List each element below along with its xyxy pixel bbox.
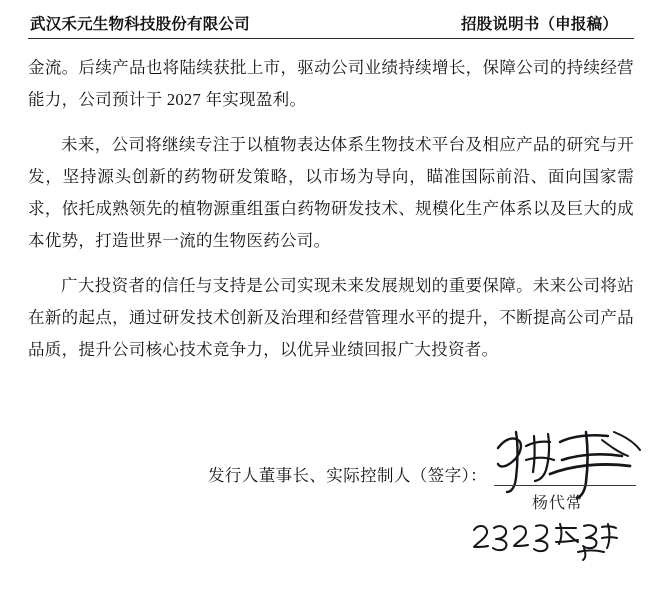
- page-header: [28, 0, 634, 38]
- signature-label: 发行人董事长、实际控制人（签字）：: [208, 466, 488, 485]
- paragraph-future-focus: 未来，公司将继续专注于以植物表达体系生物技术平台及相应产品的研究与开发，坚持源头创新的药物研发策略，以市场为导向，瞄准国际前沿、面向国家需求，依托成熟领先的植物源重组蛋白药物研发技术、规模化生产体系以及巨大的成本优势，打造世界一流的生物医药公司。: [28, 135, 634, 250]
- header-company-name: 武汉禾元生物科技股份有限公司: [30, 16, 250, 33]
- signature-rule: [494, 485, 636, 486]
- paragraph-investor-message: 广大投资者的信任与支持是公司实现未来发展规划的重要保障。未来公司将站在新的起点，通过研发技术创新及治理和经营管理水平的提升，不断提高公司产品品质，提升公司核心技术竞争力，以优异业绩回报广大投资者。: [28, 276, 634, 359]
- signatory-printed-name: 杨代常: [532, 495, 584, 512]
- handwritten-signature-text: [28, 366, 29, 367]
- handwritten-date: [470, 520, 620, 562]
- paragraph-continuation: 金流。后续产品也将陆续获批上市，驱动公司业绩持续增长，保障公司的持续经营能力，公司预计于 2027 年实现盈利。: [28, 58, 634, 109]
- document-body: [28, 39, 634, 366]
- handwritten-date-text: [28, 366, 29, 367]
- header-document-title: 招股说明书（申报稿）: [460, 16, 618, 33]
